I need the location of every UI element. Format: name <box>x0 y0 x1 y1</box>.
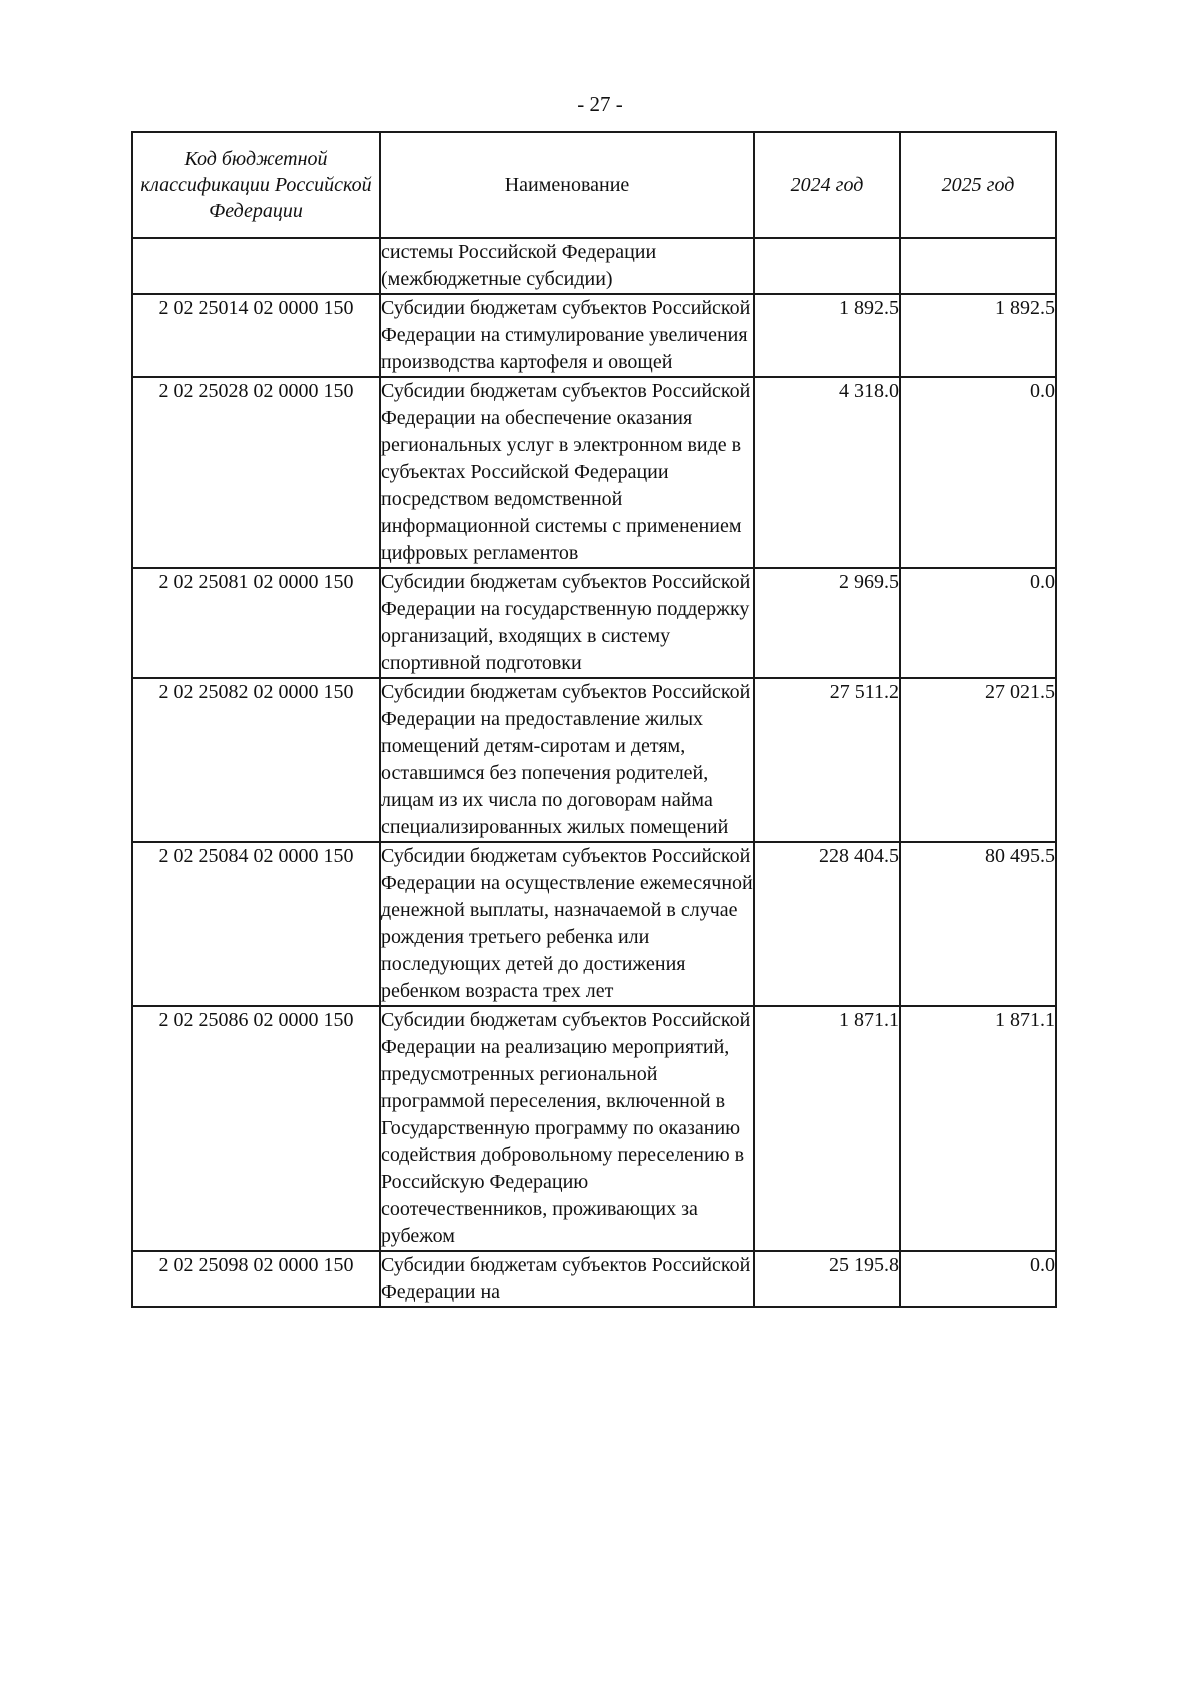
row-2024: 228 404.5 <box>754 842 900 1006</box>
row-2025: 0.0 <box>900 568 1056 678</box>
header-2025: 2025 год <box>900 132 1056 238</box>
table-row <box>132 842 1056 1006</box>
header-name: Наименование <box>380 132 754 238</box>
row-name: Субсидии бюджетам субъектов Российской Федерации на стимулирование увеличения производства картофеля и овощей <box>380 294 754 377</box>
table-row <box>132 377 1056 568</box>
row-2025: 1 892.5 <box>900 294 1056 377</box>
row-name: Субсидии бюджетам субъектов Российской Федерации на обеспечение оказания региональных услуг в электронном виде в субъектах Российской Федерации посредством ведомственной информационной системы с применением цифровых регламентов <box>380 377 754 568</box>
row-2024 <box>754 238 900 294</box>
row-2024: 2 969.5 <box>754 568 900 678</box>
row-code: 2 02 25084 02 0000 150 <box>132 842 380 1006</box>
table-row <box>132 1006 1056 1251</box>
row-code: 2 02 25081 02 0000 150 <box>132 568 380 678</box>
budget-table <box>131 131 1057 1308</box>
table-row <box>132 294 1056 377</box>
row-name: Субсидии бюджетам субъектов Российской Федерации на <box>380 1251 754 1307</box>
row-2024: 4 318.0 <box>754 377 900 568</box>
row-2025: 80 495.5 <box>900 842 1056 1006</box>
row-code <box>132 238 380 294</box>
table-row <box>132 238 1056 294</box>
row-2025 <box>900 238 1056 294</box>
row-2025: 1 871.1 <box>900 1006 1056 1251</box>
row-name: Субсидии бюджетам субъектов Российской Федерации на государственную поддержку организаций, входящих в систему спортивной подготовки <box>380 568 754 678</box>
table-row <box>132 1251 1056 1307</box>
row-2025: 27 021.5 <box>900 678 1056 842</box>
table-header-row <box>132 132 1056 238</box>
row-name: системы Российской Федерации (межбюджетные субсидии) <box>380 238 754 294</box>
row-name: Субсидии бюджетам субъектов Российской Федерации на реализацию мероприятий, предусмотренных региональной программой переселения, включенной в Государственную программу по оказанию содействия добровольному переселению в Российскую Федерацию соотечественников, проживающих за рубежом <box>380 1006 754 1251</box>
row-2025: 0.0 <box>900 377 1056 568</box>
row-2025: 0.0 <box>900 1251 1056 1307</box>
row-code: 2 02 25014 02 0000 150 <box>132 294 380 377</box>
row-2024: 1 892.5 <box>754 294 900 377</box>
table-row <box>132 678 1056 842</box>
row-code: 2 02 25082 02 0000 150 <box>132 678 380 842</box>
header-2024: 2024 год <box>754 132 900 238</box>
row-code: 2 02 25098 02 0000 150 <box>132 1251 380 1307</box>
header-code: Код бюджетной классификации Российской Федерации <box>132 132 380 238</box>
row-code: 2 02 25028 02 0000 150 <box>132 377 380 568</box>
row-2024: 27 511.2 <box>754 678 900 842</box>
row-name: Субсидии бюджетам субъектов Российской Федерации на предоставление жилых помещений детям-сиротам и детям, оставшимся без попечения родителей, лицам из их числа по договорам найма специализированных жилых помещений <box>380 678 754 842</box>
row-2024: 25 195.8 <box>754 1251 900 1307</box>
row-2024: 1 871.1 <box>754 1006 900 1251</box>
row-name: Субсидии бюджетам субъектов Российской Федерации на осуществление ежемесячной денежной выплаты, назначаемой в случае рождения третьего ребенка или последующих детей до достижения ребенком возраста трех лет <box>380 842 754 1006</box>
table-row <box>132 568 1056 678</box>
page-number: - 27 - <box>577 92 623 116</box>
row-code: 2 02 25086 02 0000 150 <box>132 1006 380 1251</box>
